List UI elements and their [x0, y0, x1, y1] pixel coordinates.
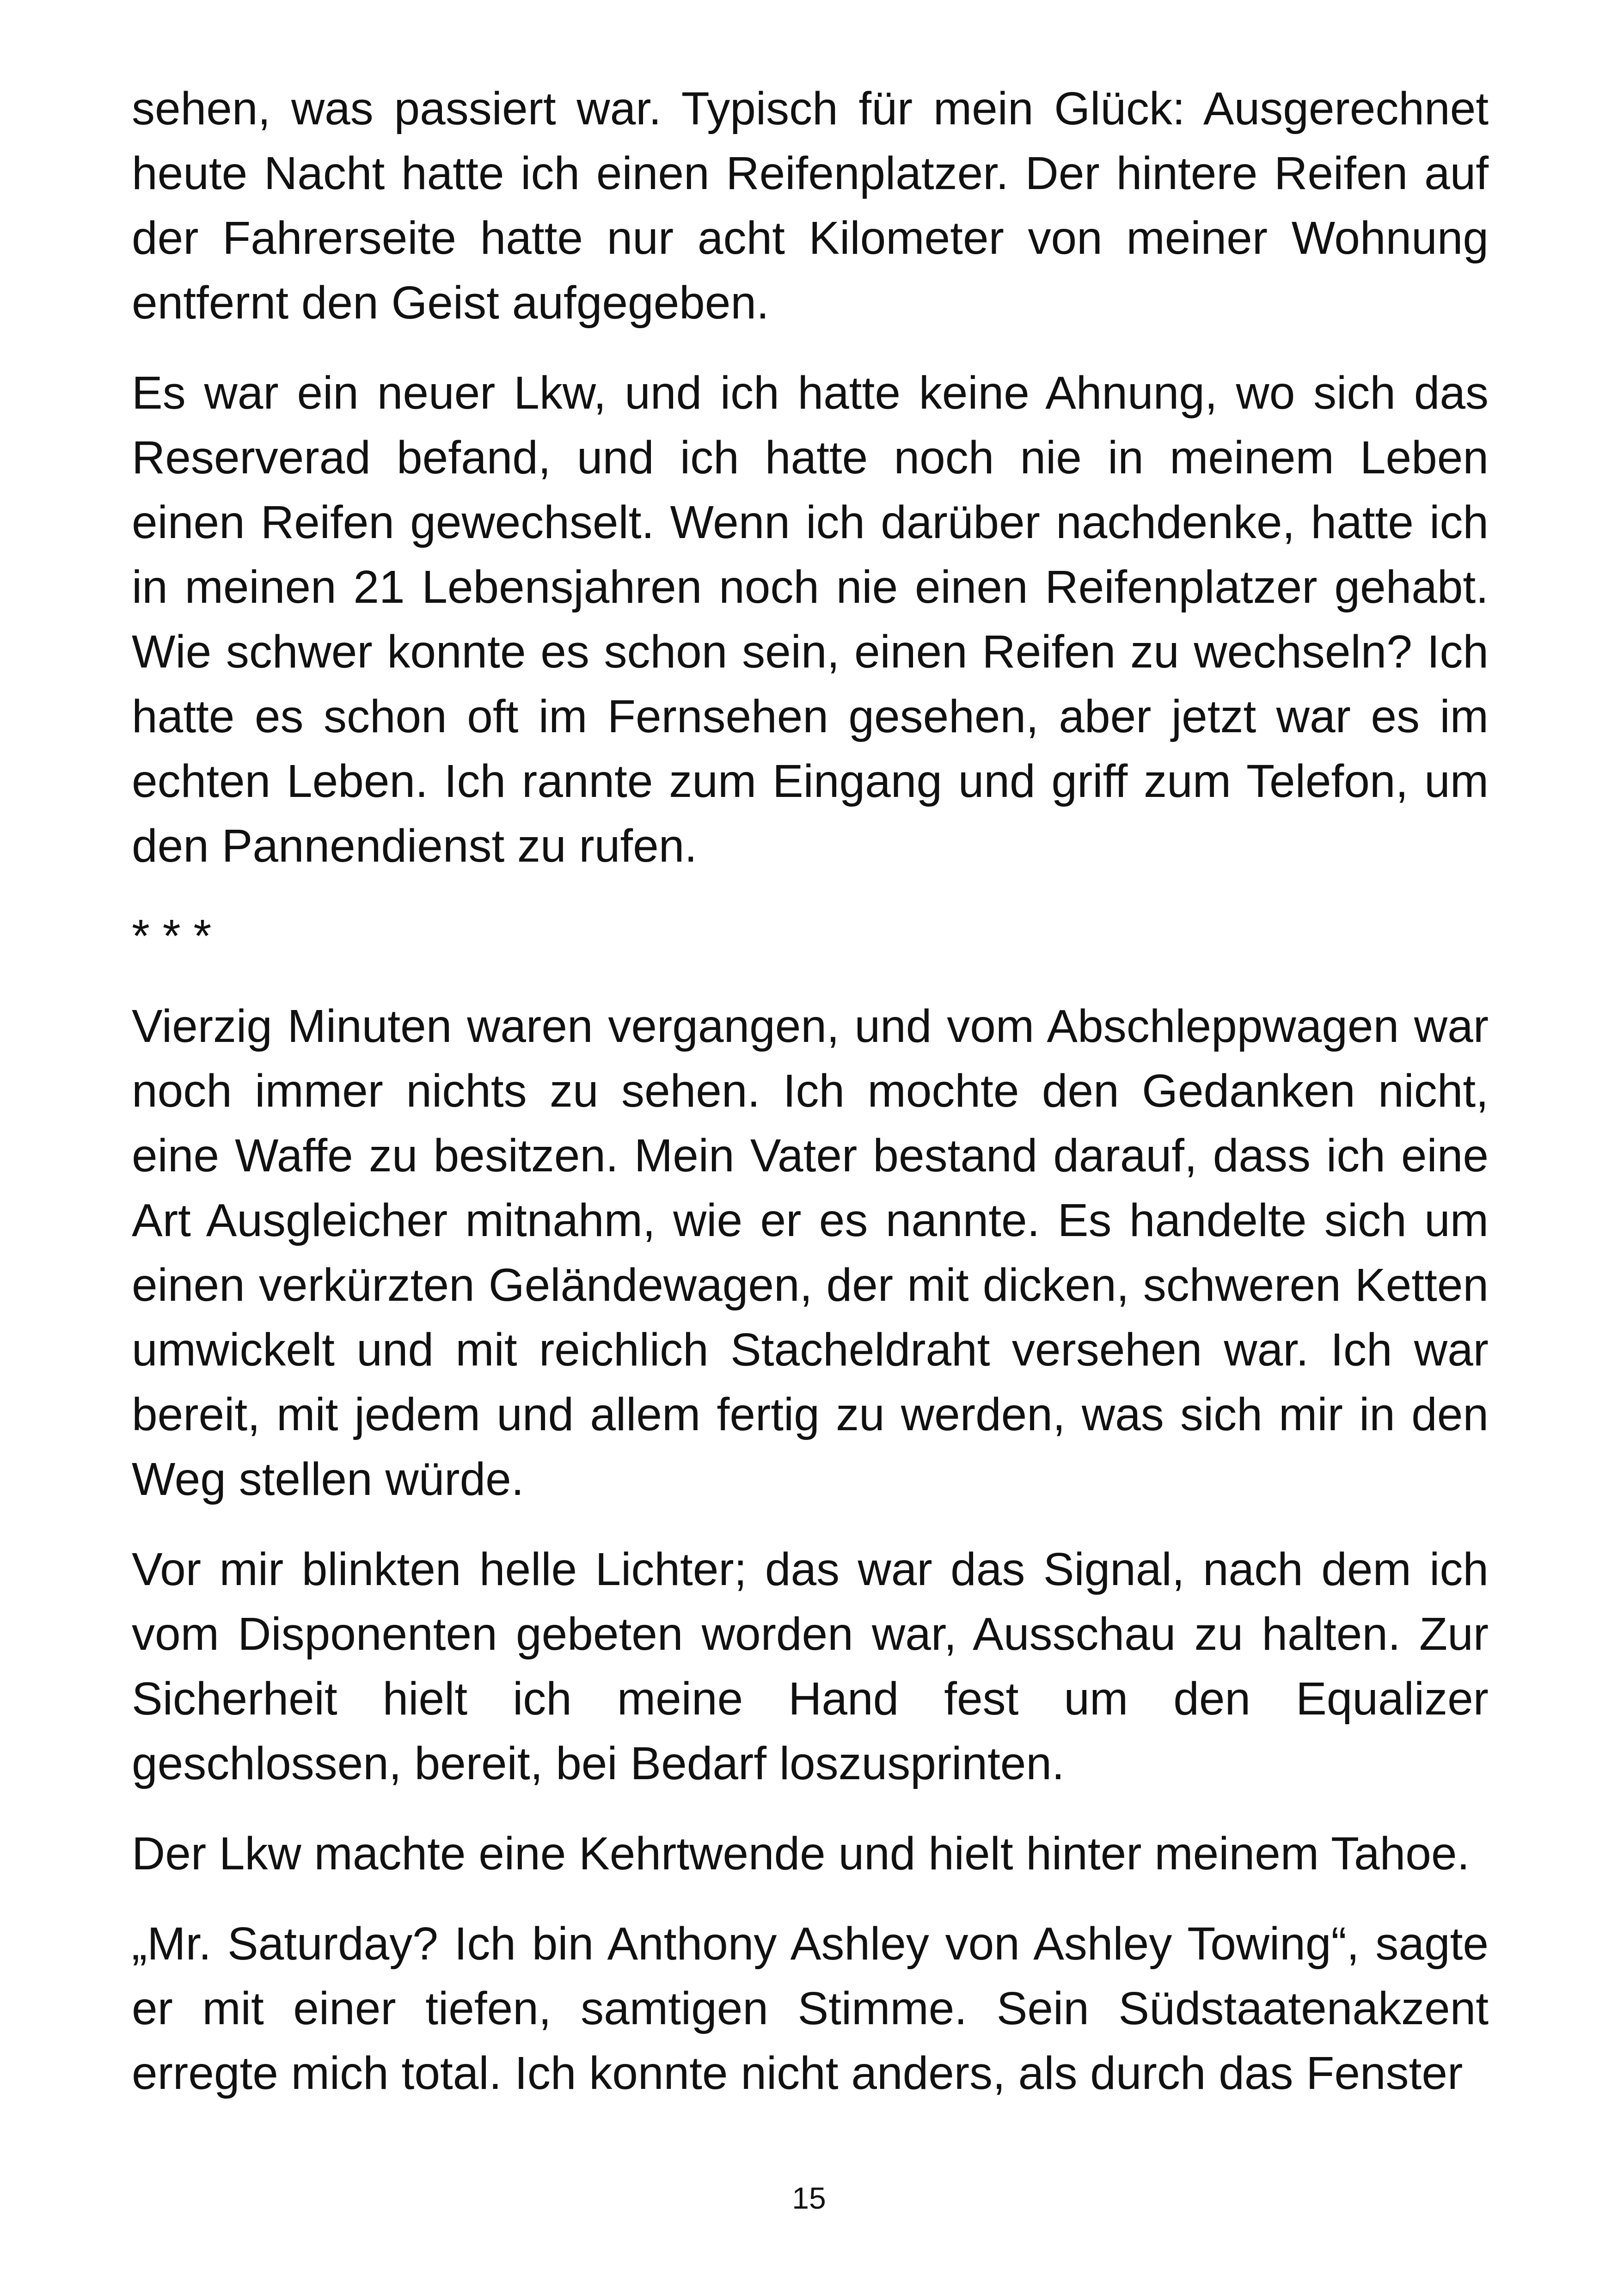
paragraph-2: Es war ein neuer Lkw, und ich hatte keine Ahnung, wo sich das Reserverad befand, und ich hatte noch nie in meinem Leben einen Reifen gewechselt. Wenn ich darüber nachdenke, hatte ich in meinen 21 Lebensjahren noch nie einen Reifenplatzer gehabt. Wie schwer konnte es schon sein, einen Reifen zu wechseln? Ich hatte es schon oft im Fernsehen gesehen, aber jetzt war es im echten Leben. Ich rannte zum Eingang und griff zum Telefon, um den Pannendienst zu rufen. — [132, 367, 1489, 872]
section-separator: * * * — [132, 910, 212, 962]
paragraph-1: sehen, was passiert war. Typisch für mein Glück: Ausgerechnet heute Nacht hatte ich einen Reifenplatzer. Der hintere Reifen auf der Fahrerseite hatte nur acht Kilometer von meiner Wohnung entfernt den Geist aufgegeben. — [132, 83, 1489, 329]
paragraph-4: Vor mir blinkten helle Lichter; das war das Signal, nach dem ich vom Disponenten gebeten worden war, Ausschau zu halten. Zur Sicherheit hielt ich meine Hand fest um den Equalizer geschlossen, bereit, bei Bedarf loszusprinten. — [132, 1543, 1489, 1789]
paragraph-3: Vierzig Minuten waren vergangen, und vom Abschleppwagen war noch immer nichts zu sehen. Ich mochte den Gedanken nicht, eine Waffe zu besitzen. Mein Vater bestand darauf, dass ich eine Art Ausgleicher mitnahm, wie er es nannte. Es handelte sich um einen verkürzten Geländewagen, der mit dicken, schweren Ketten umwickelt und mit reichlich Stacheldraht versehen war. Ich war bereit, mit jedem und allem fertig zu werden, was sich mir in den Weg stellen würde. — [132, 1000, 1489, 1505]
body-text — [132, 76, 1489, 2131]
paragraph-6: „Mr. Saturday? Ich bin Anthony Ashley von Ashley Towing“, sagte er mit einer tiefen, samtigen Stimme. Sein Südstaatenakzent erregte mich total. Ich konnte nicht anders, als durch das Fenster — [132, 1918, 1489, 2099]
paragraph-5: Der Lkw machte eine Kehrtwende und hielt hinter meinem Tahoe. — [132, 1828, 1470, 1880]
page-number: 15 — [792, 2181, 826, 2215]
